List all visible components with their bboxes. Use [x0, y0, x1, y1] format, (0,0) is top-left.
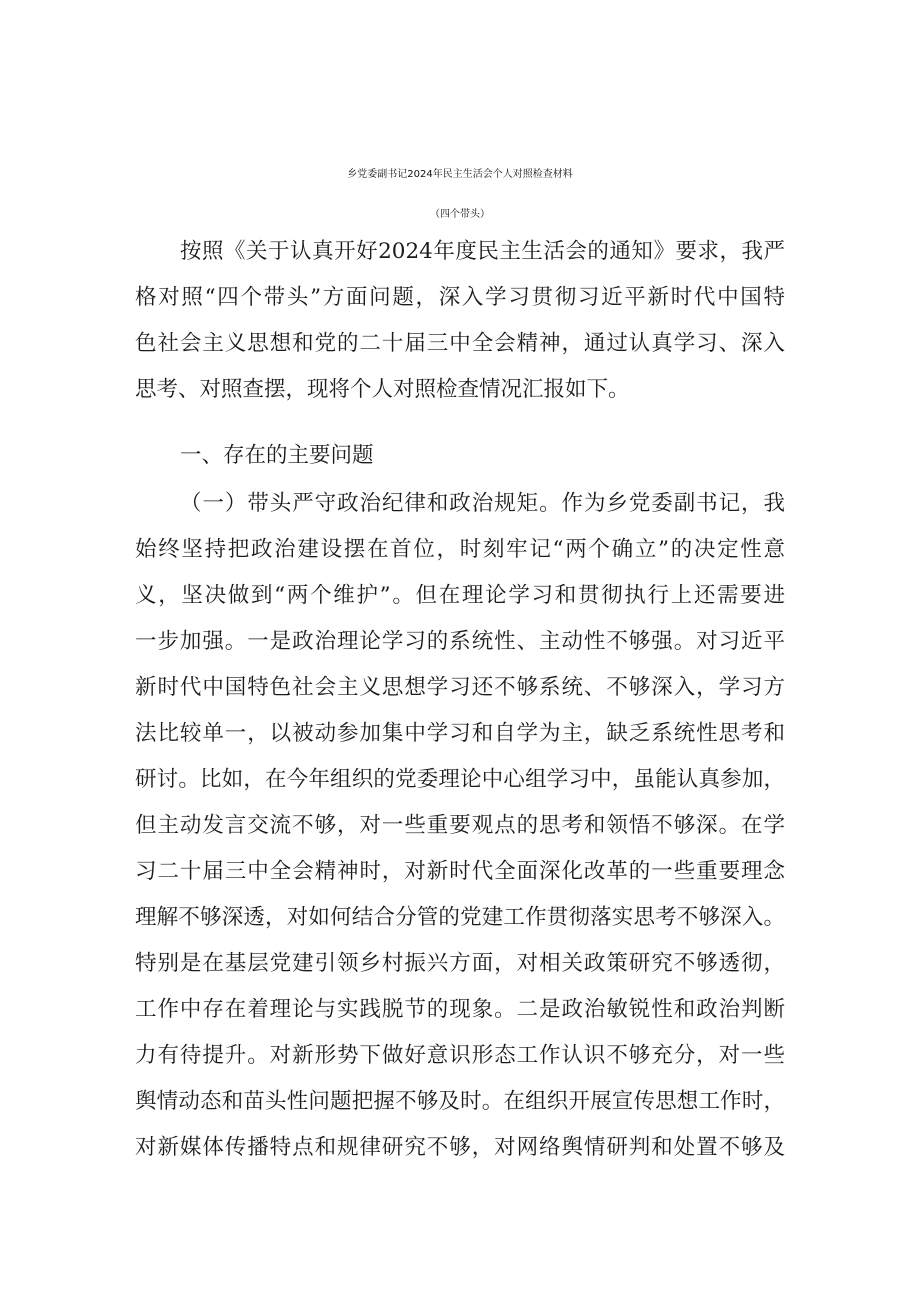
- body-line: 始终坚持把政治建设摆在首位，时刻牢记“两个确立”的决定性意: [135, 537, 785, 562]
- document-title: 乡党委副书记2024年民主生活会个人对照检查材料: [347, 169, 573, 180]
- body-line: 法比较单一，以被动参加集中学习和自学为主，缺乏系统性思考和: [135, 721, 785, 746]
- intro-line: 按照《关于认真开好2024年度民主生活会的通知》要求，我严: [180, 239, 785, 264]
- body-line: 新时代中国特色社会主义思想学习还不够系统、不够深入，学习方: [135, 675, 785, 700]
- body-line: 但主动发言交流不够，对一些重要观点的思考和领悟不够深。在学: [135, 813, 785, 838]
- body-line: 习二十届三中全会精神时，对新时代全面深化改革的一些重要理念: [135, 859, 785, 884]
- body-line: 研讨。比如，在今年组织的党委理论中心组学习中，虽能认真参加，: [135, 767, 785, 792]
- document-subtitle: （四个带头）: [430, 209, 490, 220]
- intro-line: 格对照“四个带头”方面问题，深入学习贯彻习近平新时代中国特: [135, 285, 785, 310]
- intro-line: 色社会主义思想和党的二十届三中全会精神，通过认真学习、深入: [135, 331, 785, 356]
- body-line: 力有待提升。对新形势下做好意识形态工作认识不够充分，对一些: [135, 1043, 785, 1068]
- body-line: （一）带头严守政治纪律和政治规矩。作为乡党委副书记，我: [180, 491, 785, 516]
- body-line: 理解不够深透，对如何结合分管的党建工作贯彻落实思考不够深入。: [135, 905, 785, 930]
- body-line: 对新媒体传播特点和规律研究不够，对网络舆情研判和处置不够及: [135, 1135, 785, 1160]
- body-line: 舆情动态和苗头性问题把握不够及时。在组织开展宣传思想工作时，: [135, 1089, 785, 1114]
- body-line: 特别是在基层党建引领乡村振兴方面，对相关政策研究不够透彻，: [135, 951, 785, 976]
- body-line: 一步加强。一是政治理论学习的系统性、主动性不够强。对习近平: [135, 629, 785, 654]
- intro-line: 思考、对照查摆，现将个人对照检查情况汇报如下。: [135, 377, 630, 402]
- body-line: 工作中存在着理论与实践脱节的现象。二是政治敏锐性和政治判断: [135, 997, 785, 1022]
- body-line: 义，坚决做到“两个维护”。但在理论学习和贯彻执行上还需要进: [135, 583, 785, 608]
- section-heading: 一、存在的主要问题: [180, 443, 374, 468]
